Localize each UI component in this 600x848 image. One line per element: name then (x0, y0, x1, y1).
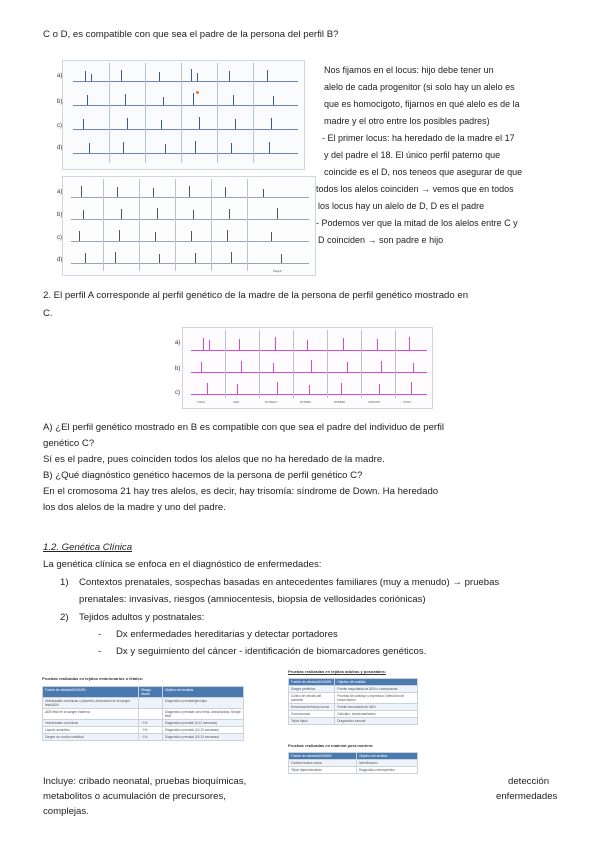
fig1-row-c-label: c) (57, 123, 62, 129)
note-line: coincide es el D, nos teneos que asegurar de que (324, 167, 523, 177)
fig3-footer: vWA (233, 400, 240, 404)
bullet-dash: - (98, 629, 102, 640)
bullet-dash: - (98, 646, 102, 657)
table-row: Vellosidades coriónicas o placenta, desecación de la sangre fetal/ADN Diagnóstico prenatal/genotipo (43, 698, 244, 709)
qa-line: En el cromosoma 21 hay tres alelos, es decir, hay trisomía: síndrome de Down. Ha heredado (43, 486, 439, 497)
table-row: Descamación/hisopo bucal Fuente secundaria de ADN (289, 704, 418, 711)
note-line: D coinciden → son padre e hijo (318, 235, 444, 245)
note-line: - El primer locus: ha heredado de la madre el 17 (322, 133, 515, 143)
note-line: que es homocigoto, fijarnos en qué alelo es de la (324, 99, 520, 109)
table-row: Sangre de cordón umbilical ~1% Diagnóstico prenatal (18-20 semanas) (43, 734, 244, 741)
table-right-1 (288, 678, 418, 725)
table-header: Objetivo del análisis (162, 687, 243, 698)
table-row: Cadáver/restos óseos Identificación (289, 760, 418, 767)
question-2-line-1: 2. El perfil A corresponde al perfil genético de la madre de la persona de perfil genético mostrado en (43, 290, 469, 301)
note-line: madre y el otro entre los posibles padres) (324, 116, 490, 126)
list-item-1-cont: prenatales: invasivas, riesgos (amniocentesis, biopsia de vellosidades coriónicas) (79, 594, 426, 605)
section-intro: La genética clínica se enfoca en el diagnóstico de enfermedades: (43, 559, 322, 570)
qa-line: los dos alelos de la madre y uno del padre. (43, 502, 226, 513)
fig2-row-d-label: d) (57, 257, 63, 263)
fig2-row-a-label: a) (57, 189, 63, 195)
fig3-footer: D5S818 (334, 400, 345, 404)
electropherogram-figure-3 (175, 327, 433, 409)
note-line: todos los alelos coinciden → vemos que en todos (316, 184, 514, 194)
table-left-title: Pruebas realizadas en tejidos embrionarios o fetales: (42, 676, 144, 681)
table-row: Líquido amniótico ~1% Diagnóstico prenatal (15-20 semanas) (43, 727, 244, 734)
bottom-right-1: detección (508, 776, 550, 787)
analysis-notes (316, 62, 522, 249)
sublist-item: Dx y seguimiento del cáncer - identificación de biomarcadores genéticos. (116, 646, 427, 657)
table-row: Cultivo de células del paciente Pruebas de cariotipo y expresión; Detección de tumor/cáncer (289, 693, 418, 704)
table-header: Fuente de células/ADN/ARN (289, 753, 357, 760)
trace-row (73, 105, 298, 106)
fig2-footer-label: Pago5 (273, 269, 282, 273)
fig2-row-b-label: b) (57, 212, 63, 218)
table-row: ADN fetal en la sangre materna Diagnóstico prenatal: sexo fetal, aneuploidías; Sexaje fetal (43, 709, 244, 720)
fig3-footer: D7S820 (300, 400, 311, 404)
electropherogram-figure-1 (57, 60, 305, 170)
fig1-row-a-label: a) (57, 73, 63, 79)
question-intro: C o D, es compatible con que sea el padre de la persona del perfil B? (43, 29, 339, 40)
bottom-line-1: Incluye: cribado neonatal, pruebas bioquímicas, (43, 776, 247, 787)
fig1-row-b-label: b) (57, 99, 63, 105)
list-num-1: 1) (60, 577, 69, 588)
bottom-right-2: enfermedades (496, 791, 558, 802)
note-line: los locus hay un alelo de D, D es el padre (318, 201, 485, 211)
qa-line: A) ¿El perfil genético mostrado en B es compatible con que sea el padre del individuo de perfil (43, 422, 445, 433)
fig3-footer: TPOX (403, 400, 412, 404)
fig3-footer: THO1 (197, 400, 206, 404)
fig3-row-b-label: b) (175, 366, 181, 372)
fig3-footer: CSF1PO (368, 400, 381, 404)
table-header: Fuente de células/ADN/ARN (289, 679, 335, 686)
fig3-row-a-label: a) (175, 340, 181, 346)
question-2-line-2: C. (43, 308, 53, 319)
trace-row (73, 81, 298, 82)
note-line: y del padre el 18. El único perfil paterno que (324, 150, 501, 160)
fig3-footer: D13S317 (265, 400, 278, 404)
note-line: Nos fijamos en el locus: hijo debe tener un (324, 65, 494, 75)
bottom-line-2: metabolitos o acumulación de precursores, (43, 791, 226, 802)
table-right-1-title: Pruebas realizadas en tejidos adultos y posnatales: (288, 669, 387, 674)
fig1-row-d-label: d) (57, 145, 63, 151)
table-row: Tejido fijado/muestras Diagnóstico retrospectivo (289, 767, 418, 774)
table-header: Objetivo del análisis (356, 753, 417, 760)
list-item-2: Tejidos adultos y postnatales: (79, 612, 205, 623)
table-row: Tejido fijado Diagnóstico tumoral (289, 718, 418, 725)
table-left (42, 686, 244, 741)
table-right-2-title: Pruebas realizadas en material post-mortem: (288, 743, 374, 748)
trace-row (73, 153, 298, 154)
list-item-1: Contextos prenatales, sospechas basadas en antecedentes familiares (muy a menudo) → pruebas (79, 577, 500, 588)
qa-line: genético C? (43, 438, 95, 449)
qa-block (43, 420, 444, 516)
table-row: Sangre periférica Fuente mayoritaria de ADN o cromosomas (289, 686, 418, 693)
table-row: Cromosomas Cariotipo, reordenamientos (289, 711, 418, 718)
note-line: alelo de cada progenitor (si solo hay un alelo es (324, 82, 515, 92)
table-header: Riesgo aborto (139, 687, 163, 698)
trace-row (73, 129, 298, 130)
table-header: Fuente de células/ADN/ARN (43, 687, 139, 698)
qa-line: Sí es el padre, pues coinciden todos los alelos que no ha heredado de la madre. (43, 454, 385, 465)
sublist-item: Dx enfermedades hereditarias y detectar portadores (116, 629, 338, 640)
electropherogram-figure-2 (57, 176, 316, 276)
note-line: - Podemos ver que la mitad de los alelos entre C y (316, 218, 518, 228)
section-title: 1.2. Genética Clínica (43, 542, 133, 553)
list-num-2: 2) (60, 612, 69, 623)
table-header: Objetivo del análisis (335, 679, 418, 686)
fig2-row-c-label: c) (57, 235, 62, 241)
qa-line: B) ¿Qué diagnóstico genético hacemos de la persona de perfil genético C? (43, 470, 363, 481)
table-row: Vellosidades coriónicas ~1% Diagnóstico prenatal (9-12 semanas) (43, 720, 244, 727)
bottom-line-3: complejas. (43, 806, 89, 817)
table-right-2 (288, 752, 418, 774)
fig3-row-c-label: c) (175, 390, 180, 396)
